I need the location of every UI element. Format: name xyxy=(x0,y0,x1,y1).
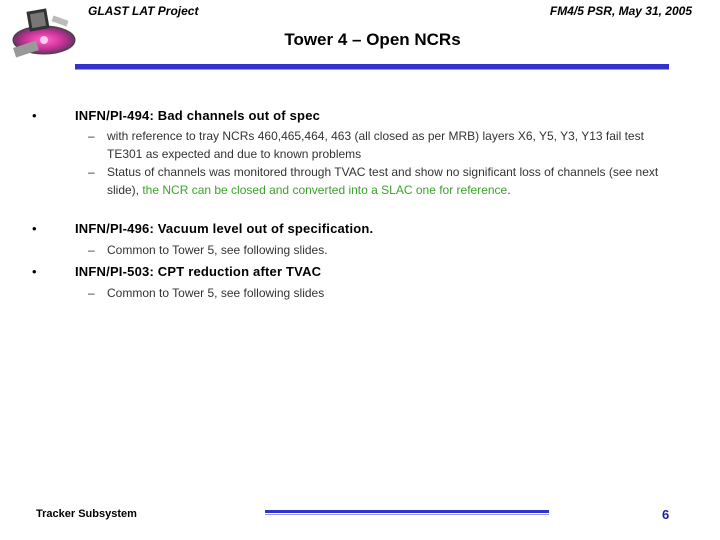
dash-marker: – xyxy=(88,286,95,300)
bullet-marker: • xyxy=(32,264,37,279)
sub-text-end: . xyxy=(507,182,511,197)
bullet-text: INFN/PI-496: Vacuum level out of specification. xyxy=(75,221,374,236)
slide-title: Tower 4 – Open NCRs xyxy=(284,30,461,49)
bullet-marker: • xyxy=(32,108,37,123)
sub-text-plain: Status of channels was monitored through TVAC test and show no significant loss of channels (see next slide), xyxy=(107,165,659,197)
sub-text xyxy=(107,164,667,199)
footer-divider-shadow xyxy=(265,514,549,515)
sub-text-highlight: the NCR can be closed and converted into a SLAC one for reference xyxy=(139,182,508,197)
bullet-text: INFN/PI-494: Bad channels out of spec xyxy=(75,108,321,123)
footer-divider xyxy=(265,510,549,513)
footer-subsystem: Tracker Subsystem xyxy=(36,508,137,520)
dash-marker: – xyxy=(88,165,95,179)
title-divider-shadow xyxy=(75,69,669,70)
page-number: 6 xyxy=(662,507,670,522)
sub-text: with reference to tray NCRs 460,465,464, 463 (all closed as per MRB) layers X6, Y5, Y3, Y13 fail test TE301 as expected and due to known problems xyxy=(107,129,644,161)
sub-text: Common to Tower 5, see following slides xyxy=(107,286,325,300)
dash-marker: – xyxy=(88,243,95,257)
sub-text: Common to Tower 5, see following slides. xyxy=(107,243,328,257)
glast-logo xyxy=(4,4,76,64)
meeting-date: FM4/5 PSR, May 31, 2005 xyxy=(549,4,692,18)
project-name: GLAST LAT Project xyxy=(88,4,199,18)
bullet-marker: • xyxy=(32,221,37,236)
dash-marker: – xyxy=(88,129,95,143)
bullet-text: INFN/PI-503: CPT reduction after TVAC xyxy=(75,264,322,279)
